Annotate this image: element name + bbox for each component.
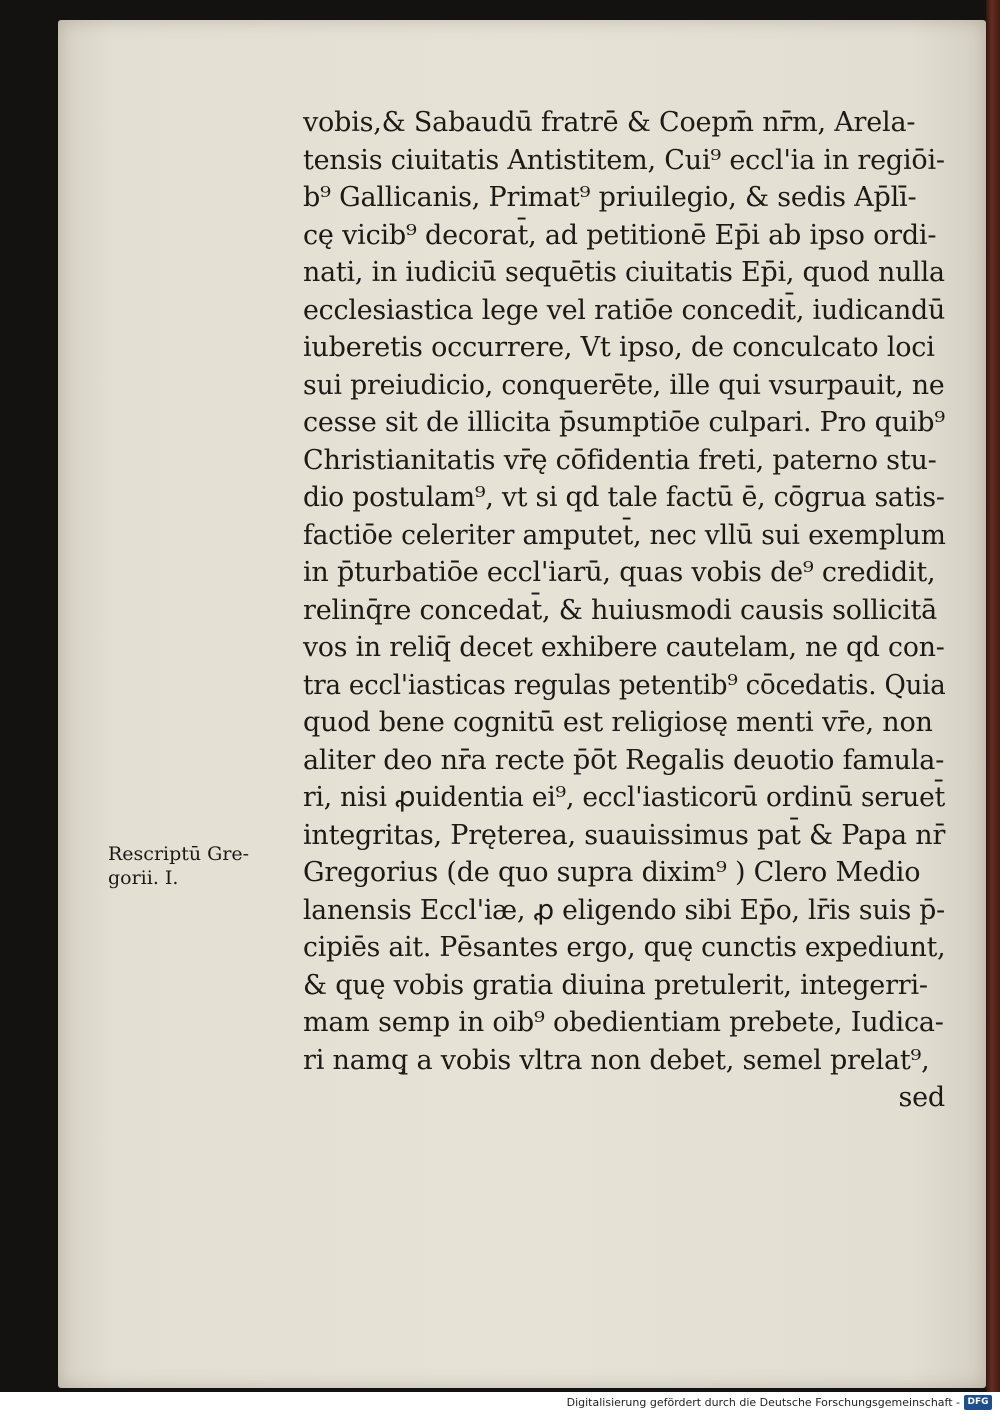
text-line: vobis,& Sabaudū fratrē & Coepm̄ nr̄m, Arela- <box>303 107 916 138</box>
text-line: mam semp in oib⁹ obedientiam prebete, Iudica- <box>303 1007 944 1038</box>
text-line: relinq̄re concedat̄, & huiusmodi causis sollicitā <box>303 594 938 626</box>
text-line: nati, in iudiciū sequētis ciuitatis Ep̄i, quod nulla <box>303 257 945 288</box>
text-line: lanensis Eccl'iæ, ꝓ eligendo sibi Ep̄o, lr̄is suis p̄- <box>303 894 945 926</box>
text-line: vos in reliq̄ decet exhibere cautelam, ne qd con- <box>303 632 945 663</box>
text-line: aliter deo nr̄a recte p̄ōt Regalis deuotio famula- <box>303 744 945 776</box>
text-line: Christianitatis vr̄ę cōfidentia freti, paterno stu- <box>303 444 937 476</box>
text-line: integritas, Pręterea, suauissimus pat̄ & Papa nr̄ <box>303 819 946 851</box>
text-line: ecclesiastica lege vel ratiōe concedit̄, iudicandū <box>303 294 946 326</box>
marginal-note-line: Rescriptū Gre- <box>108 843 250 865</box>
marginal-note <box>108 842 278 890</box>
footer-bar <box>0 1392 1000 1414</box>
text-line: quod bene cognitū est religiosę menti vr̄e, non <box>303 707 933 738</box>
text-line: & quę vobis gratia diuina pretulerit, integerri- <box>303 969 928 1001</box>
footer-credit: Digitalisierung gefördert durch die Deutsche Forschungsgemeinschaft - <box>566 1396 960 1409</box>
text-line: tensis ciuitatis Antistitem, Cui⁹ eccl'ia in regiōi- <box>303 144 945 176</box>
text-line: cę vicib⁹ decorat̄, ad petitionē Ep̄i ab ipso ordi- <box>303 219 937 251</box>
text-line: dio postulam⁹, vt si qd tale factū ē, cōgrua satis- <box>303 482 945 513</box>
main-text-block <box>303 104 945 1117</box>
text-line: ri namq̧ a vobis vltra non debet, semel prelat⁹, <box>303 1044 930 1076</box>
text-line: in p̄turbatiōe eccl'iarū, quas vobis de⁹ credidit, <box>303 557 936 588</box>
text-line: tra eccl'iasticas regulas petentib⁹ cōcedatis. Quia <box>303 669 946 701</box>
text-line: cipiēs ait. Pēsantes ergo, quę cunctis expediunt, <box>303 932 946 963</box>
text-line: ri, nisi ꝓuidentia ei⁹, eccl'iasticorū ordinū seruet̄ <box>303 782 946 813</box>
text-line: Gregorius (de quo supra dixim⁹ ) Clero Medio <box>303 857 921 888</box>
text-line: sui preiudicio, conquerēte, ille qui vsurpauit, ne <box>303 369 945 401</box>
dfg-logo: DFG <box>964 1395 992 1410</box>
text-line: factiōe celeriter amputet̄, nec vllū sui exemplum <box>303 519 946 551</box>
text-line: iuberetis occurrere, Vt ipso, de conculcato loci <box>303 332 935 363</box>
catchword: sed <box>898 1082 945 1113</box>
text-line: cesse sit de illicita p̄sumptiōe culpari. Pro quib⁹ <box>303 407 945 438</box>
marginal-note-line: gorii. I. <box>108 867 179 889</box>
text-line: b⁹ Gallicanis, Primat⁹ priuilegio, & sedis Ap̄lī- <box>303 182 917 213</box>
book-edge <box>986 0 1000 1392</box>
